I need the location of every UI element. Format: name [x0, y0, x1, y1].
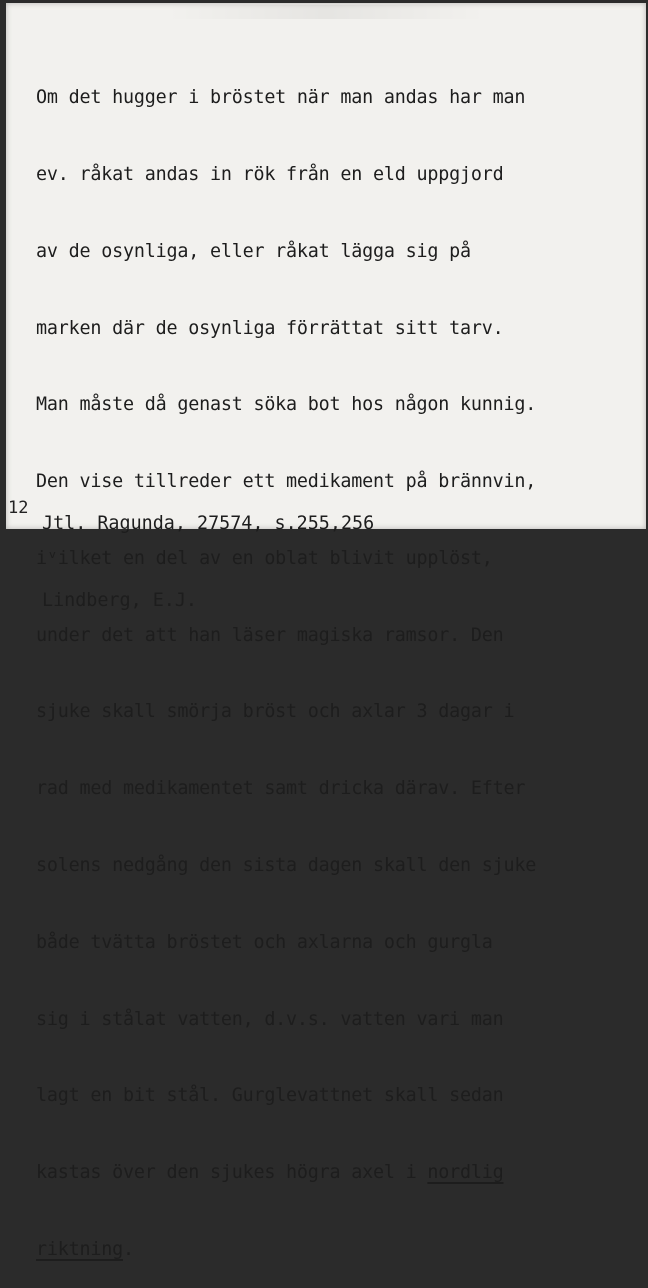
text-line: sig i stålat vatten, d.v.s. vatten vari man [36, 1008, 504, 1030]
text-line: ev. råkat andas in rök från en eld uppgjord [36, 163, 504, 185]
text-line: under det att han läser magiska ramsor. Den [36, 624, 504, 646]
page-number: 12 [8, 498, 29, 518]
text-line-with-underline [36, 1160, 636, 1186]
text-line: lagt en bit stål. Gurglevattnet skall sedan [36, 1085, 504, 1107]
text-line: både tvätta bröstet och axlarna och gurgla [36, 931, 493, 953]
text-line: iᵛilket en del av en oblat blivit upplöst, [36, 547, 493, 569]
text-line: rad med medikamentet samt dricka därav. Efter [36, 778, 526, 800]
text-segment: . [122, 1238, 134, 1260]
text-line: Den vise tillreder ett medikament på brännvin, [36, 471, 537, 493]
citation-block [42, 460, 374, 639]
author-name: Lindberg, E.J. [42, 589, 198, 611]
text-line: Om det hugger i bröstet när man andas har man [36, 87, 526, 109]
text-segment: kastas över den sjukes högra axel i [36, 1162, 428, 1184]
underlined-word: riktning [36, 1238, 123, 1260]
source-reference: Jtl. Ragunda, 27574, s.255,256 [42, 513, 375, 535]
underlined-word: nordlig [427, 1162, 504, 1184]
text-line: av de osynliga, eller råkat lägga sig på [36, 240, 471, 262]
typed-text-block [36, 34, 636, 1288]
text-line: marken där de osynliga förrättat sitt tarv. [36, 317, 504, 339]
text-line: Man måste då genast söka bot hos någon kunnig. [36, 394, 537, 416]
scan-artifact [166, 5, 486, 19]
text-line-last [36, 1237, 636, 1263]
text-line: solens nedgång den sista dagen skall den sjuke [36, 855, 537, 876]
text-line: sjuke skall smörja bröst och axlar 3 dagar i [36, 701, 515, 723]
